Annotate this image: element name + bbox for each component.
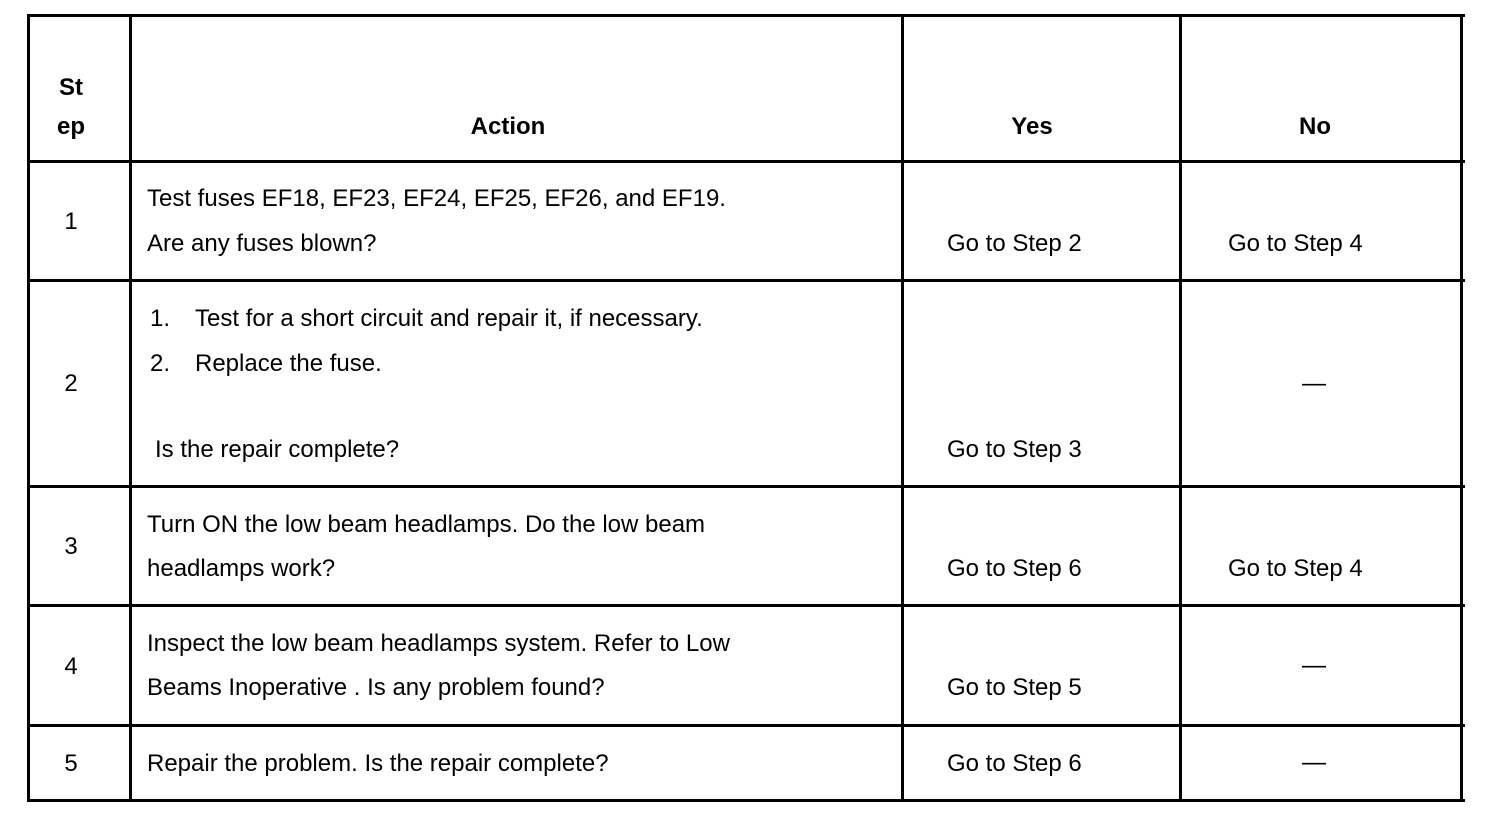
yes-link[interactable]: Go to Step 6 [947, 555, 1082, 582]
action-list-item: Replace the fuse. [195, 350, 382, 377]
step-number: 2 [64, 370, 78, 397]
step-number: 4 [64, 653, 78, 680]
header-yes: Yes [1011, 113, 1053, 140]
table-border-right [1460, 14, 1463, 802]
table-border-top [27, 14, 1465, 17]
action-text: Are any fuses blown? [147, 230, 377, 257]
yes-link[interactable]: Go to Step 6 [947, 750, 1082, 777]
yes-link[interactable]: Go to Step 2 [947, 230, 1082, 257]
no-link[interactable]: Go to Step 4 [1228, 555, 1363, 582]
action-text: headlamps work? [147, 555, 336, 582]
action-text: Beams Inoperative . Is any problem found? [147, 674, 605, 701]
list-number: 2. [150, 350, 171, 377]
step-number: 1 [64, 208, 78, 235]
table-border-bottom [27, 799, 1465, 802]
action-text: Inspect the low beam headlamps system. Refer to Low [147, 630, 730, 657]
column-divider [901, 14, 904, 802]
header-step-line1: St [59, 74, 83, 101]
step-number: 3 [64, 533, 78, 560]
table-border-left [27, 14, 30, 802]
action-text: Repair the problem. Is the repair complete? [147, 750, 609, 777]
no-dash: — [1302, 749, 1326, 776]
action-question: Is the repair complete? [155, 436, 400, 463]
yes-link[interactable]: Go to Step 3 [947, 436, 1082, 463]
row-divider [27, 724, 1465, 727]
yes-link[interactable]: Go to Step 5 [947, 674, 1082, 701]
action-text: Turn ON the low beam headlamps. Do the low beam [147, 511, 706, 538]
header-action: Action [470, 113, 546, 140]
action-text: Test fuses EF18, EF23, EF24, EF25, EF26, and EF19. [147, 185, 726, 212]
no-dash: — [1302, 370, 1326, 397]
row-divider [27, 279, 1465, 282]
step-number: 5 [64, 750, 78, 777]
header-no: No [1299, 113, 1331, 140]
column-divider [1179, 14, 1182, 802]
no-link[interactable]: Go to Step 4 [1228, 230, 1363, 257]
list-number: 1. [150, 305, 171, 332]
action-list-item: Test for a short circuit and repair it, if necessary. [195, 305, 703, 332]
row-divider [27, 485, 1465, 488]
column-divider [129, 14, 132, 802]
header-step-line2: ep [56, 113, 86, 140]
no-dash: — [1302, 652, 1326, 679]
header-divider [27, 160, 1465, 163]
row-divider [27, 604, 1465, 607]
